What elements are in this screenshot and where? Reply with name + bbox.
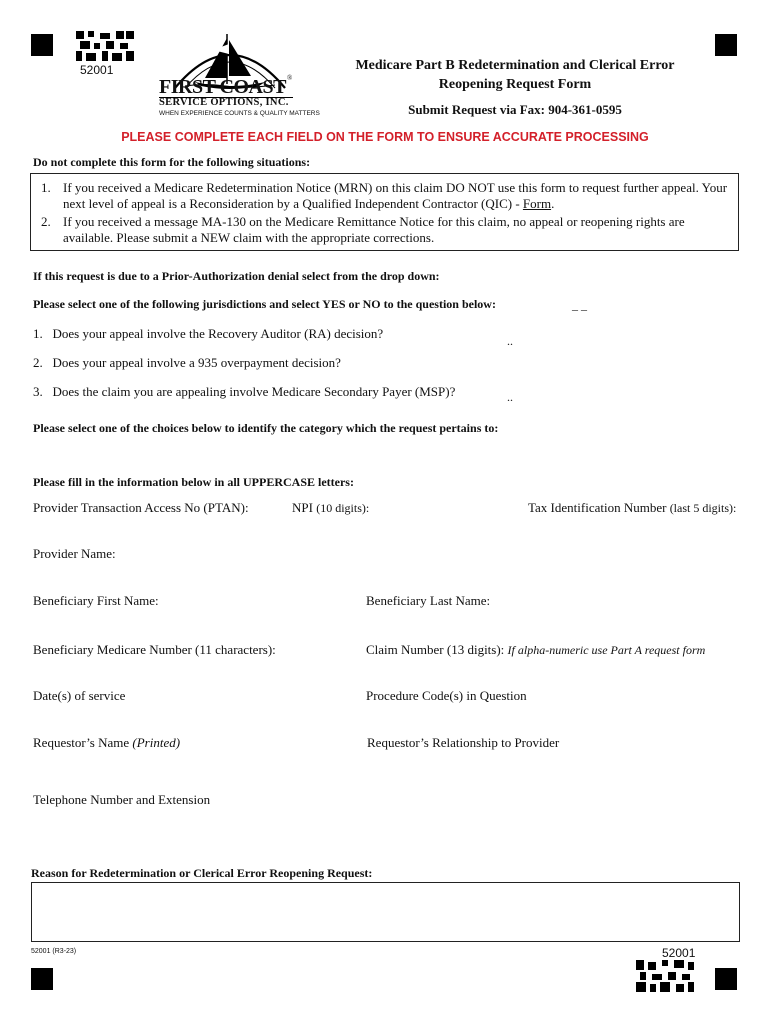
reason-textarea[interactable] <box>31 882 740 942</box>
claim-number-input[interactable] <box>366 660 733 678</box>
situation-item-1: 1. If you received a Medicare Redetermination Notice (MRN) on this claim DO NOT use this form to request further appeal. Your next level of appeal is a Reconsideration by a Qualified Independent Contractor (QIC) - Form. <box>41 180 728 211</box>
tin-input[interactable] <box>528 518 733 536</box>
form-code-top: 52001 <box>80 63 114 77</box>
provider-name-label: Provider Name: <box>33 546 116 561</box>
prior-auth-label: If this request is due to a Prior-Authorization denial select from the drop down: <box>33 269 440 283</box>
npi-label: NPI (10 digits): <box>292 500 370 515</box>
logo-registered-mark: ® <box>287 74 293 82</box>
requestor-relationship-label: Requestor’s Relationship to Provider <box>367 735 560 750</box>
fax-instruction: Submit Request via Fax: 904-361-0595 <box>408 102 622 117</box>
beneficiary-last-name-input[interactable] <box>366 611 733 629</box>
question-3: 3. Does the claim you are appealing involve Medicare Secondary Payer (MSP)? <box>33 384 456 399</box>
accuracy-notice: PLEASE COMPLETE EACH FIELD ON THE FORM TO ENSURE ACCURATE PROCESSING <box>121 130 649 144</box>
procedure-codes-input[interactable] <box>366 706 733 724</box>
logo-subtitle: SERVICE OPTIONS, INC. <box>159 97 289 108</box>
provider-name-input[interactable] <box>33 564 733 582</box>
form-title-line-2: Reopening Request Form <box>438 77 592 92</box>
situation-item-2: 2. If you received a message MA-130 on the Medicare Remittance Notice for this claim, no appeal or reopening rights are available. Please submit a NEW claim with the appropriate corrections. <box>41 214 685 245</box>
date-of-service-input[interactable] <box>33 706 353 724</box>
uppercase-instruction: Please fill in the information below in all UPPERCASE letters: <box>33 475 354 489</box>
telephone-input[interactable] <box>33 810 353 828</box>
form-code-bottom: 52001 <box>662 946 696 960</box>
form-revision: 52001 (R3-23) <box>31 948 77 955</box>
requestor-relationship-input[interactable] <box>367 753 733 771</box>
beneficiary-medicare-number-label: Beneficiary Medicare Number (11 characters): <box>33 642 276 657</box>
question-1: 1. Does your appeal involve the Recovery Auditor (RA) decision? <box>33 326 384 341</box>
situations-list <box>33 180 728 246</box>
question-2: 2. Does your appeal involve a 935 overpayment decision? <box>33 355 341 370</box>
registration-mark-bottom-right <box>715 968 737 990</box>
question-2-answer-dropdown[interactable] <box>507 359 547 373</box>
question-1-answer-dropdown[interactable]: .. <box>507 334 513 348</box>
ptan-label: Provider Transaction Access No (PTAN): <box>33 500 249 515</box>
barcode-top <box>76 31 134 61</box>
ptan-input[interactable] <box>33 518 283 536</box>
beneficiary-first-name-input[interactable] <box>33 611 353 629</box>
requestor-name-input[interactable] <box>33 753 353 771</box>
question-3-answer-dropdown[interactable]: .. <box>507 390 513 404</box>
beneficiary-last-name-label: Beneficiary Last Name: <box>366 593 491 608</box>
situations-box <box>30 173 739 251</box>
procedure-codes-label: Procedure Code(s) in Question <box>366 688 527 703</box>
form-title-line-1: Medicare Part B Redetermination and Clerical Error <box>355 58 675 73</box>
jurisdiction-label: Please select one of the following jurisdictions and select YES or NO to the question below: <box>33 297 496 311</box>
registration-mark-bottom-left <box>31 968 53 990</box>
beneficiary-first-name-label: Beneficiary First Name: <box>33 593 159 608</box>
npi-input[interactable] <box>292 518 512 536</box>
claim-number-label: Claim Number (13 digits): If alpha-numeric use Part A request form <box>366 642 706 657</box>
date-of-service-label: Date(s) of service <box>33 688 126 703</box>
qic-form-link[interactable]: Form <box>522 196 552 211</box>
logo-company-name: FIRST COAST <box>159 76 286 98</box>
prior-auth-dropdown[interactable] <box>555 266 735 284</box>
telephone-label: Telephone Number and Extension <box>33 792 211 807</box>
category-label: Please select one of the choices below to identify the category which the request pertains to: <box>33 421 499 435</box>
do-not-complete-heading: Do not complete this form for the following situations: <box>33 155 311 169</box>
jurisdiction-dropdown[interactable]: _ _ <box>572 298 587 312</box>
logo-tagline: WHEN EXPERIENCE COUNTS & QUALITY MATTERS <box>159 110 320 117</box>
category-options-strip[interactable] <box>33 460 593 466</box>
barcode-bottom <box>636 960 694 992</box>
registration-mark-top-right <box>715 34 737 56</box>
reason-label: Reason for Redetermination or Clerical Error Reopening Request: <box>31 866 373 880</box>
company-logo <box>155 28 320 120</box>
requestor-name-label: Requestor’s Name (Printed) <box>33 735 181 750</box>
tin-label: Tax Identification Number (last 5 digits): <box>528 500 737 515</box>
registration-mark-top-left <box>31 34 53 56</box>
beneficiary-medicare-number-input[interactable] <box>33 660 353 678</box>
